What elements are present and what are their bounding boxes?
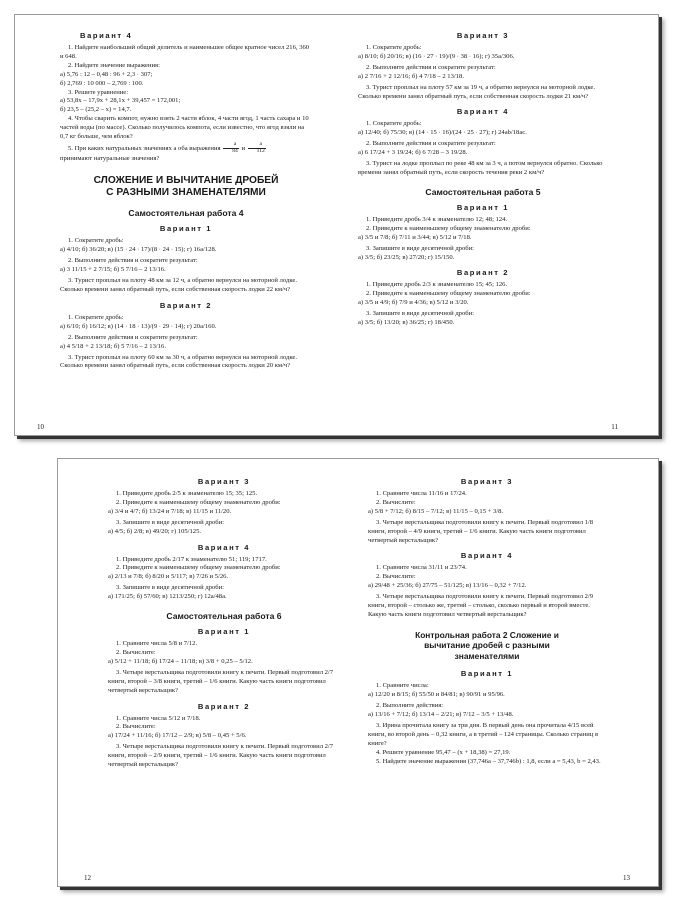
task: 1. Приведите дробь 2/3 к знаменателю 15; 45; 126. (366, 281, 508, 289)
task: 3. Четыре верстальщика подготовили книгу к печати. Первый подготовил 2/7 книги, второй – 2/9 книги, третий – 1/6 книги. Какую часть книги подготовил четвертый верстальщик? (108, 743, 334, 769)
variant-heading: Вариант 1 (460, 669, 514, 679)
test-title: Контрольная работа 2 Сложение и вычитание дробей с разными знаменателями (415, 629, 559, 661)
task-part: принимают натуральные значения? (60, 154, 160, 162)
task-text: 5. При каких натуральных значениях a оба выражения (68, 144, 221, 152)
math-line: а) 12/40; б) 75/30; в) (14 · 15 · 16)/(24 · 25 · 27); г) 24ab/18ac. (358, 129, 527, 137)
math-line: а) 4/10; б) 36/20; в) (15 · 24 · 17)/(8 · 24 · 15); г) 16a/128. (60, 246, 217, 254)
math-line: а) 29/48 + 25/36; б) 27/75 – 51/125; в) 13/16 – 0,32 + 7/12. (368, 582, 527, 590)
task: 2. Приведите к наименьшему общему знаменателю дроби: (116, 498, 281, 506)
book-spread-pages-10-11 (14, 14, 659, 436)
variant-heading: Вариант 3 (197, 477, 251, 486)
page-10 (15, 15, 336, 435)
variant-heading: Вариант 4 (197, 542, 251, 552)
task: 4. Решите уравнение 95,47 – (x + 18,38) = 27,19. (376, 748, 511, 756)
task: 3. Решите уравнение: (68, 88, 129, 96)
page-13 (358, 459, 658, 886)
variant-heading: Вариант 3 (456, 31, 510, 40)
page-number: 13 (623, 874, 630, 882)
math-line: а) 3/5; б) 23/25; в) 27/20; г) 15/150. (358, 253, 455, 261)
task: 2. Вычислите: (376, 498, 416, 506)
task: 1. Сравните числа 5/8 и 7/12. (116, 640, 198, 648)
math-line: а) 12/20 и 8/15; б) 55/50 и 84/81; в) 90/91 и 95/96. (368, 691, 505, 699)
task-part: б) 23,5 – (25,2 – x) = 14,7. (60, 106, 132, 114)
task-part: б) 2,769 : 10 000 – 2,769 : 100. (60, 79, 144, 87)
variant-heading: Вариант 1 (197, 627, 251, 637)
task: 1. Сравните числа 31/11 и 23/74. (376, 564, 467, 572)
task: 1. Приведите дробь 3/4 к знаменателю 12; 48; 124. (366, 215, 508, 223)
task: 1. Сравните числа: (376, 682, 429, 690)
task: 1. Приведите дробь 2/5 к знаменателю 15; 35; 125. (116, 490, 258, 497)
task: 2. Найдите значение выражения: (68, 61, 160, 69)
variant-heading: Вариант 4 (456, 107, 510, 117)
variant-heading: Вариант 2 (197, 701, 251, 711)
task: 4. Чтобы сварить компот, нужно взять 2 части яблок, 4 части ягод, 1 часть сахара и 10 частей воды (по массе). Сколько получилось компота, если известно, что ягод взяли на 0,7 кг больше, чем яблок? (60, 115, 309, 141)
task: 2. Выполните действия и сократите результат: (366, 140, 496, 148)
task: 3. Запишите в виде десятичной дроби: (366, 310, 474, 318)
math-line: а) 17/24 + 11/16; б) 17/12 – 2/9; в) 5/8 – 0,45 + 5/6. (108, 732, 247, 740)
task: 2. Вычислите: (116, 723, 156, 731)
page-number: 10 (37, 423, 44, 431)
task: 3. Четыре верстальщика подготовили книгу к печати. Первый подготовил 2/9 книги, второй – столько же, третий – столько, сколько первый и второй вместе. Какую часть книги подготовил четвертый верстальщик? (368, 593, 594, 618)
math-line: а) 3 11/15 + 2 7/15; б) 5 7/16 – 2 13/16. (60, 266, 166, 274)
task: 2. Приведите к наименьшему общему знаменателю дроби: (116, 564, 281, 572)
task: 3. Турист проплыл на плоту 57 км за 19 ч, а обратно вернулся на моторной лодке. Сколько времени занял обратный путь, если собственная скорость лодки 21 км/ч? (358, 83, 595, 100)
task-text: и (241, 144, 245, 152)
math-line: а) 5/8 + 7/12; б) 8/15 – 7/12; в) 11/15 – 0,15 + 3/8. (368, 507, 504, 515)
variant-heading: Вариант 4 (460, 551, 514, 561)
task: 3. Турист на лодке проплыл по реке 48 км за 3 ч, а потом вернулся обратно. Сколько времени занял обратный путь, если скорость течения реки 2 км/ч? (358, 160, 603, 176)
section-title: СЛОЖЕНИЕ И ВЫЧИТАНИЕ ДРОБЕЙ С РАЗНЫМИ ЗНАМЕНАТЕЛЯМИ (93, 175, 279, 199)
denominator: 112 (256, 147, 265, 154)
math-line: а) 6 17/24 + 3 19/24; б) 6 7/28 – 3 19/28. (358, 149, 468, 157)
numerator: a (223, 142, 239, 149)
math-line: а) 13/16 + 7/12; б) 13/14 – 2/21; в) 7/12 – 3/5 + 13/48. (368, 711, 514, 719)
task: 3. Запишите в виде десятичной дроби: (116, 584, 224, 592)
variant-heading: Вариант 2 (456, 268, 510, 278)
page-11 (336, 15, 658, 435)
task: 1. Сравните числа 5/12 и 7/18. (116, 714, 201, 722)
math-line: а) 4/5; б) 2/8; в) 49/20; г) 105/125. (108, 527, 202, 535)
variant-heading: Вариант 2 (159, 300, 213, 310)
math-line: а) 3/5 и 7/8; б) 7/11 и 3/44; в) 5/12 и 7/18. (358, 233, 472, 241)
task: 1. Сократите дробь: (366, 44, 422, 51)
math-line: а) 4 5/18 + 2 13/18; б) 5 7/16 – 2 13/16. (60, 342, 166, 350)
numerator: a (248, 142, 266, 149)
work-title: Самостоятельная работа 6 (166, 611, 282, 622)
task: 1. Сравните числа 11/16 и 17/24. (376, 490, 467, 497)
task (60, 142, 312, 155)
math-line: а) 5/12 + 11/18; б) 17/24 – 11/18; в) 3/8 + 0,25 – 5/12. (108, 657, 253, 665)
math-line: а) 2 7/16 + 2 12/16; б) 4 7/18 – 2 13/18. (358, 72, 464, 80)
task: 2. Вычислите: (376, 573, 416, 581)
denominator: 84 (232, 147, 238, 154)
math-line: а) 8/10; б) 20/16; в) (16 · 27 · 19)/(9 · 38 · 16); г) 35a/306. (358, 52, 515, 60)
task: 3. Запишите в виде десятичной дроби: (116, 518, 224, 526)
math-line: а) 6/10; б) 16/12; в) (14 · 18 · 13)/(9 · 29 · 14); г) 20a/160. (60, 322, 217, 330)
variant-heading: Вариант 1 (159, 224, 213, 234)
page-number: 12 (84, 874, 91, 882)
math-line: а) 3/5; б) 13/20; в) 36/25; г) 18/450. (358, 319, 455, 327)
task: 3. Четыре верстальщика подготовили книгу к печати. Первый подготовил 2/7 книги, второй – 3/8 книги, третий – 1/6 книги. Какую часть книги подготовил четвертый верстальщик? (108, 668, 334, 694)
task: 3. Ирина прочитала книгу за три дня. В первый день она прочитала 4/15 всей книги, во второй день – 0,32 книги, а в третий – 124 страницы. Сколько страниц в книге? (368, 722, 599, 747)
variant-heading: Вариант 4 (80, 31, 133, 40)
task: 2. Выполните действия и сократите результат: (68, 257, 198, 265)
task: 1. Найдите наибольший общий делитель и наименьшее общее кратное чисел 216, 360 и 648. (60, 44, 310, 60)
variant-heading: Вариант 1 (456, 202, 510, 212)
variant-heading: Вариант 3 (460, 477, 514, 486)
task: 1. Сократите дробь: (366, 120, 422, 128)
task: 2. Выполните действия и сократите результат: (68, 333, 198, 341)
task-part: а) 53,8x – 17,9x + 28,1x + 39,457 = 172,001; (60, 97, 181, 105)
task: 1. Сократите дробь: (68, 313, 124, 321)
task: 3. Турист проплыл на плоту 60 км за 30 ч, а обратно вернулся на моторной лодке. Сколько времени занял обратный путь, если собственная скорость лодки 20 км/ч? (60, 353, 297, 370)
task: 2. Приведите к наименьшему общему знаменателю дроби: (366, 224, 531, 232)
task: 2. Выполните действия: (376, 702, 444, 710)
task: 2. Приведите к наименьшему общему знаменателю дроби: (366, 290, 531, 298)
page-number: 11 (611, 423, 618, 431)
task: 1. Сократите дробь: (68, 237, 124, 245)
task: 3. Турист проплыл на плоту 48 км за 12 ч, а обратно вернулся на моторной лодке. Сколько времени занял обратный путь, если собственная скорость лодки 22 км/ч? (60, 277, 297, 293)
task: 2. Выполните действия и сократите результат: (366, 63, 496, 71)
work-title: Самостоятельная работа 5 (425, 186, 541, 197)
task: 3. Запишите в виде десятичной дроби: (366, 244, 474, 252)
work-title: Самостоятельная работа 4 (128, 208, 244, 219)
task: 2. Вычислите: (116, 648, 156, 656)
math-line: а) 171/25; б) 57/60; в) 1213/250; г) 12a/48a. (108, 593, 227, 601)
math-line: а) 3/5 и 4/9; б) 7/9 и 4/36; в) 5/12 и 3/20. (358, 299, 469, 307)
math-line: а) 3/4 и 4/7; б) 13/24 и 7/18; в) 11/15 и 11/20. (108, 507, 232, 515)
book-spread-pages-12-13 (57, 458, 659, 887)
fraction (248, 142, 266, 155)
task-part: а) 5,76 : 12 – 0,48 : 96 + 2,3 · 307; (60, 70, 153, 78)
task: 5. Найдите значение выражения (37,746a – 37,746b) : 1,8, если a = 5,43, b = 2,43. (376, 757, 601, 765)
page-12 (58, 459, 358, 886)
math-line: а) 2/13 и 7/8; б) 8/20 и 5/117; в) 7/26 и 5/26. (108, 573, 229, 581)
task: 3. Четыре верстальщика подготовили книгу к печати. Первый подготовил 1/8 книги, второй – 4/9 книги, третий – 1/6 книги. Какую часть книги подготовил четвертый верстальщик? (368, 518, 594, 544)
fraction (223, 142, 239, 155)
task: 1. Приведите дробь 2/17 к знаменателю 51; 119; 1717. (116, 555, 267, 563)
